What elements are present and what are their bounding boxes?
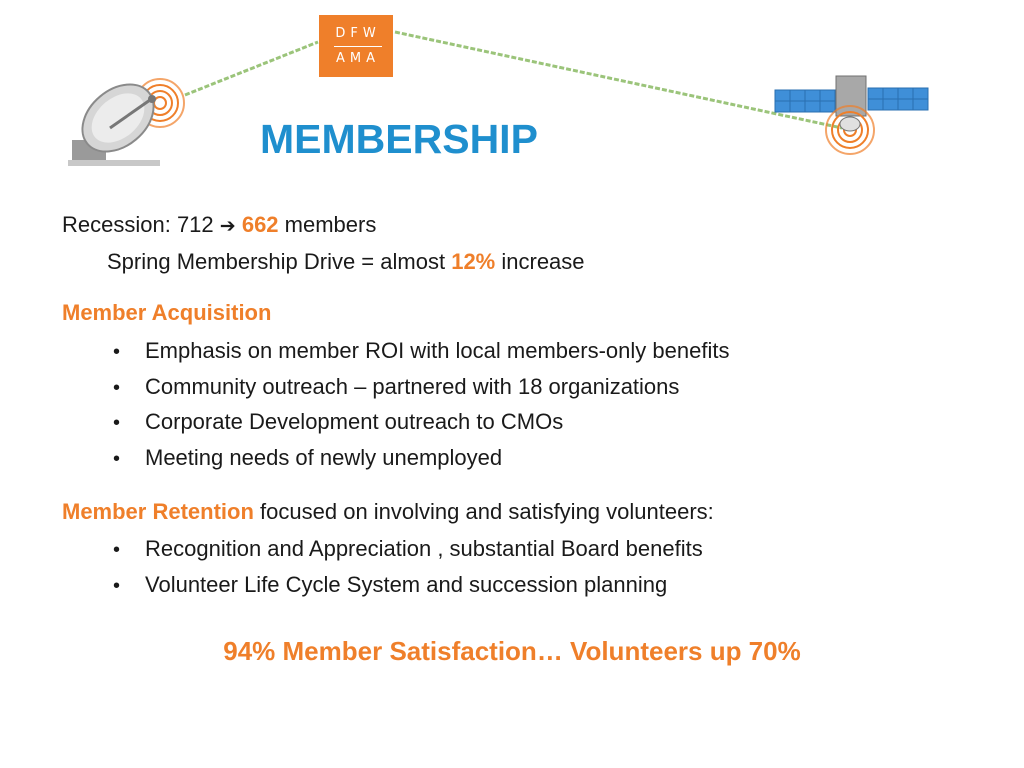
drive-prefix: Spring Membership Drive = almost xyxy=(107,249,446,274)
drive-suffix: increase xyxy=(501,249,585,274)
bullet-icon: • xyxy=(113,447,121,470)
list-item-text: Meeting needs of newly unemployed xyxy=(145,444,503,470)
list-item xyxy=(113,404,729,440)
recession-line xyxy=(62,212,376,238)
list-item xyxy=(113,369,729,405)
list-item-text: Emphasis on member ROI with local members-only benefits xyxy=(145,338,730,363)
list-item xyxy=(113,567,703,603)
bullet-icon: • xyxy=(113,539,121,561)
retention-heading: Member Retention xyxy=(62,499,254,524)
recession-highlight: 662 xyxy=(241,212,279,237)
signal-decoration xyxy=(0,0,1024,200)
slide-title: MEMBERSHIP xyxy=(260,116,538,162)
logo-divider xyxy=(334,46,382,47)
bullet-icon: • xyxy=(113,412,121,434)
signal-line-left xyxy=(185,42,318,95)
acquisition-list xyxy=(113,333,729,475)
list-item xyxy=(113,531,703,567)
acquisition-heading: Member Acquisition xyxy=(62,300,272,325)
recession-prefix: Recession: 712 xyxy=(62,212,214,237)
dfw-ama-logo xyxy=(319,15,393,77)
list-item-text: Volunteer Life Cycle System and succession planning xyxy=(145,571,668,597)
summary-line: 94% Member Satisfaction… Volunteers up 70% xyxy=(223,636,801,666)
satellite-dish-icon xyxy=(68,71,184,166)
logo-line-1: DFW xyxy=(335,25,381,41)
satellite-icon xyxy=(775,76,928,154)
retention-line xyxy=(62,499,714,525)
list-item xyxy=(113,440,729,476)
bullet-icon: • xyxy=(113,574,121,597)
signal-line-right xyxy=(395,32,842,128)
retention-suffix: focused on involving and satisfying volunteers: xyxy=(260,499,714,524)
list-item-text: Corporate Development outreach to CMOs xyxy=(145,409,564,434)
bullet-icon: • xyxy=(113,341,121,363)
list-item-text: Community outreach – partnered with 18 organizations xyxy=(145,373,680,399)
list-item xyxy=(113,333,729,369)
retention-list xyxy=(113,531,703,602)
logo-line-2: AMA xyxy=(335,50,380,66)
list-item-text: Recognition and Appreciation , substantial Board benefits xyxy=(145,536,703,561)
drive-line xyxy=(107,249,585,275)
recession-suffix: members xyxy=(284,212,377,237)
drive-highlight: 12% xyxy=(451,249,496,274)
right-arrow-icon: ➔ xyxy=(219,215,236,237)
bullet-icon: • xyxy=(113,376,121,399)
